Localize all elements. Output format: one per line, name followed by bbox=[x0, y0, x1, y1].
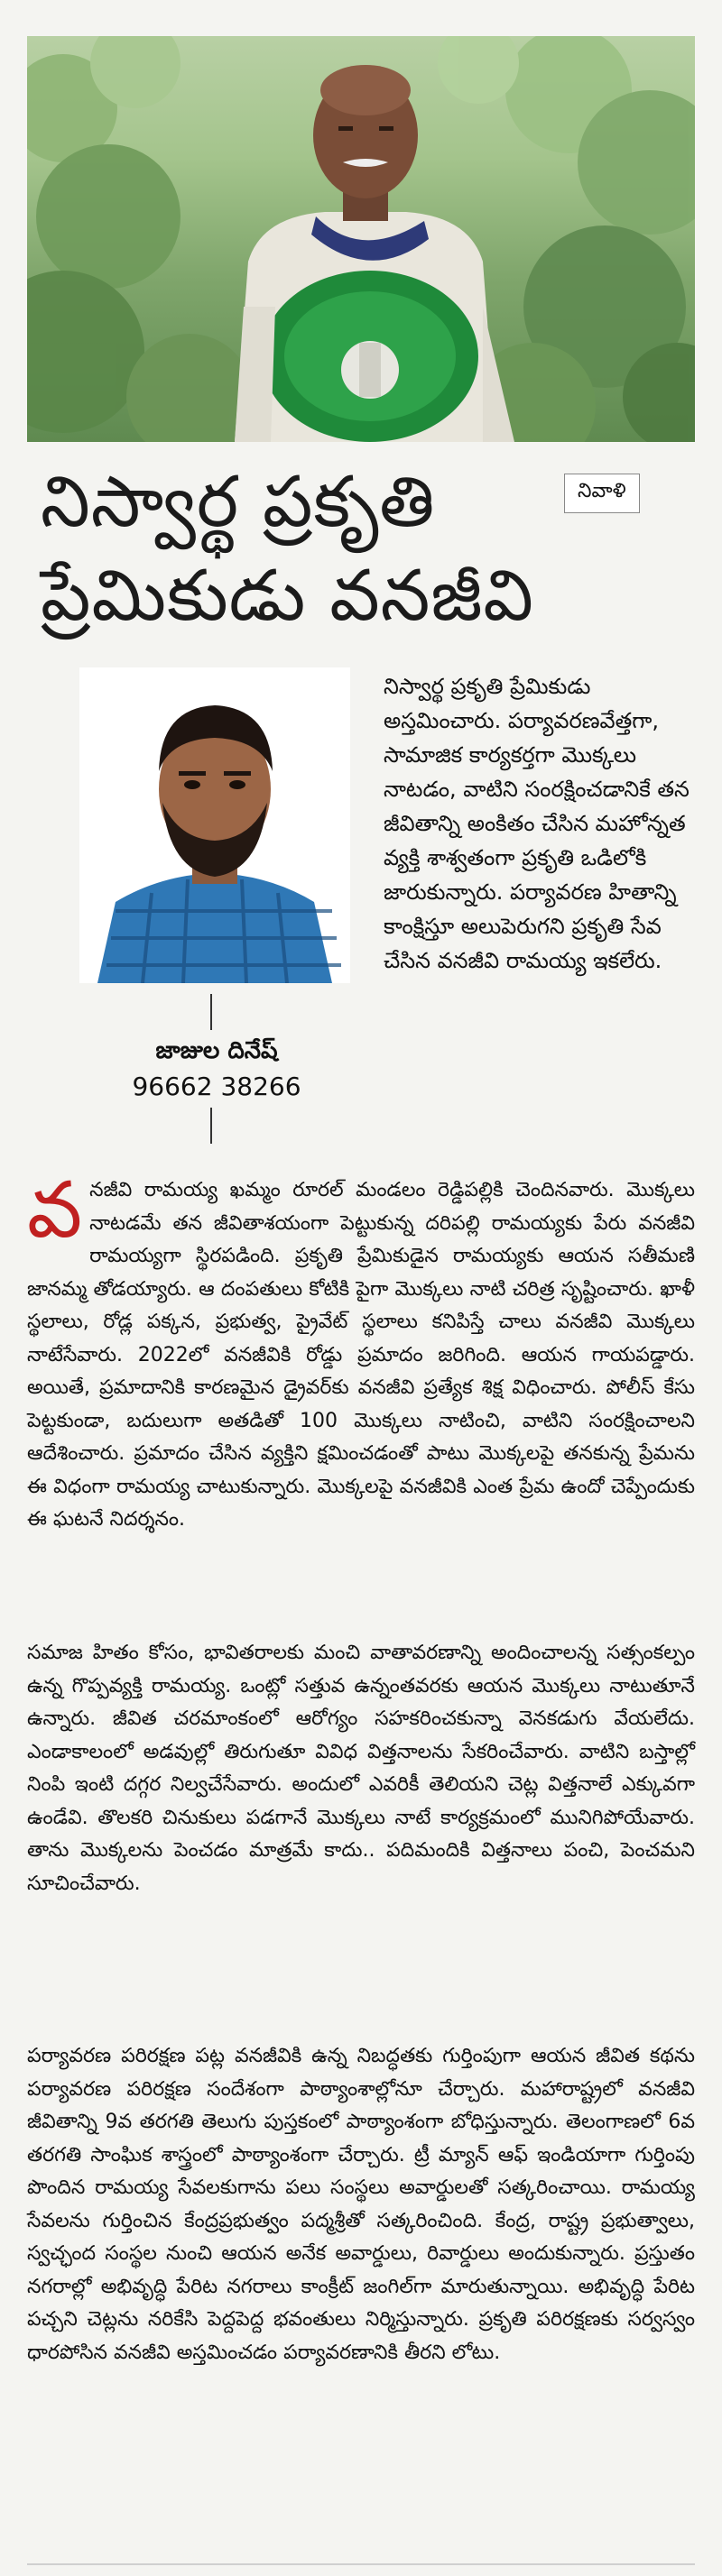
body-paragraph-3: పర్యావరణ పరిరక్షణ పట్ల వనజీవికి ఉన్న నిబద్ధతకు గుర్తింపుగా ఆయన జీవిత కథను పర్యావరణ పరిరక్షణ సందేశంగా పాఠ్యాంశాల్లోనూ చేర్చారు. మహారాష్ట్రలో వనజీవి జీవితాన్ని 9వ తరగతి తెలుగు పుస్తకంలో పాఠ్యాంశంగా బోధిస్తున్నారు. తెలంగాణలో 6వ తరగతి సాంఘిక శాస్త్రంలో పాఠ్యాంశంగా చేర్చారు. ట్రీ మ్యాన్ ఆఫ్ ఇండియాగా గుర్తింపు పొందిన రామయ్య సేవలకుగాను పలు సంస్థలు అవార్డులతో సత్కరించాయి. రామయ్య సేవలను గుర్తించిన కేంద్రప్రభుత్వం పద్మశ్రీతో సత్కరించింది. కేంద్ర, రాష్ట్ర ప్రభుత్వాలు, స్వచ్ఛంద సంస్థల నుంచి ఆయన అనేక అవార్డులు, రివార్డులు అందుకున్నారు. ప్రస్తుతం నగరాల్లో అభివృద్ధి పేరిట నగరాలు కాంక్రీట్ జంగిల్‌గా మారుతున్నాయి. అభివృద్ధి పేరిట పచ్చని చెట్లను నరికేసి పెద్దపెద్ద భవంతులు నిర్మిస్తున్నారు. ప్రకృతి పరిరక్షణకు సర్వస్వం ధారపోసిన వనజీవి అస్తమించడం పర్యావరణానికి తీరని లోటు. bbox=[27, 2045, 695, 2364]
drop-cap: వ bbox=[27, 1165, 83, 1256]
headline-line-1: నిస్వార్థ ప్రకృతి bbox=[41, 462, 436, 543]
author-name: జాజుల దినేష్ bbox=[155, 1037, 278, 1064]
intro-text: నిస్వార్థ ప్రకృతి ప్రేమికుడు అస్తమించారు. పర్యావరణవేత్తగా, సామాజిక కార్యకర్తగా మొక్కలు నాటడం, వాటిని సంరక్షించడానికే తన జీవితాన్ని అంకితం చేసిన మహోన్నత వ్యక్తి శాశ్వతంగా ప్రకృతి ఒడిలోకి జారుకున్నారు. పర్యావరణ హితాన్ని కాంక్షిస్తూ అలుపెరుగని ప్రకృతి సేవ చేసిన వనజీవి రామయ్య ఇకలేరు. bbox=[384, 674, 690, 973]
body-paragraph-2: సమాజ హితం కోసం, భావితరాలకు మంచి వాతావరణాన్ని అందించాలన్న సత్సంకల్పం ఉన్న గొప్పవ్యక్తి రామయ్య. ఒంట్లో సత్తువ ఉన్నంతవరకు ఆయన మొక్కలు నాటుతూనే ఉన్నారు. జీవిత చరమాంకంలో ఆరోగ్యం సహకరించకున్నా వెనకడుగు వేయలేదు. ఎండాకాలంలో అడవుల్లో తిరుగుతూ వివిధ విత్తనాలను సేకరించేవారు. వాటిని బస్తాల్లో నింపి ఇంటి దగ్గర నిల్వచేసేవారు. అందులో ఎవరికీ తెలియని చెట్ల విత్తనాలే ఎక్కువగా ఉండేవి. తొలకరి చినుకులు పడగానే మొక్కలు నాటే కార్యక్రమంలో మునిగిపోయేవారు. తాను మొక్కలను పెంచడం మాత్రమే కాదు.. పదిమందికి విత్తనాలు పంచి, పెంచమని సూచించేవారు. bbox=[27, 1642, 695, 1895]
bottom-divider bbox=[27, 2563, 695, 2565]
author-divider-bottom bbox=[210, 1108, 212, 1144]
author-phone: 96662 38266 bbox=[132, 1072, 301, 1101]
author-photo-icon bbox=[79, 667, 350, 983]
portrait-photo-icon bbox=[27, 36, 695, 442]
author-photo bbox=[79, 667, 350, 983]
top-photo bbox=[27, 36, 695, 442]
paragraph-1-text: నజీవి రామయ్య ఖమ్మం రూరల్ మండలం రెడ్డిపల్లికి చెందినవారు. మొక్కలు నాటడమే తన జీవితాశయంగా పెట్టుకున్న దరిపల్లి రామయ్యకు పేరు వనజీవి రామయ్యగా స్థిరపడింది. ప్రకృతి ప్రేమికుడైన రామయ్యకు ఆయన సతీమణి జానమ్మ తోడయ్యారు. ఆ దంపతులు కోటికి పైగా మొక్కలు నాటి చరిత్ర సృష్టించారు. ఖాళీ స్థలాలు, రోడ్ల పక్కన, ప్రభుత్వ, ప్రైవేట్ స్థలాలు కనిపిస్తే చాలు వనజీవి మొక్కలు నాటేసేవారు. 2022లో వనజీవికి రోడ్డు ప్రమాదం జరిగింది. ఆయన గాయపడ్డారు. అయితే, ప్రమాదానికి కారణమైన డ్రైవర్‌కు వనజీవి ప్రత్యేక శిక్ష విధించారు. పోలీస్ కేసు పెట్టకుండా, బదులుగా అతడితో 100 మొక్కలు నాటించి, వాటిని సంరక్షించాలని ఆదేశించారు. ప్రమాదం చేసిన వ్యక్తిని క్షమించడంతో పాటు మొక్కలపై తనకున్న ప్రేమను ఈ విధంగా రామయ్య చాటుకున్నారు. మొక్కలపై వనజీవికి ఎంత ప్రేమ ఉందో చెప్పేందుకు ఈ ఘటనే నిదర్శనం. bbox=[27, 1179, 695, 1531]
section-tag: నివాళి bbox=[564, 474, 640, 513]
author-divider-top bbox=[210, 994, 212, 1030]
body-paragraph-1 bbox=[27, 1165, 695, 1537]
headline-line-2: ప్రేమికుడు వనజీవి bbox=[41, 556, 534, 637]
headline bbox=[41, 455, 582, 643]
